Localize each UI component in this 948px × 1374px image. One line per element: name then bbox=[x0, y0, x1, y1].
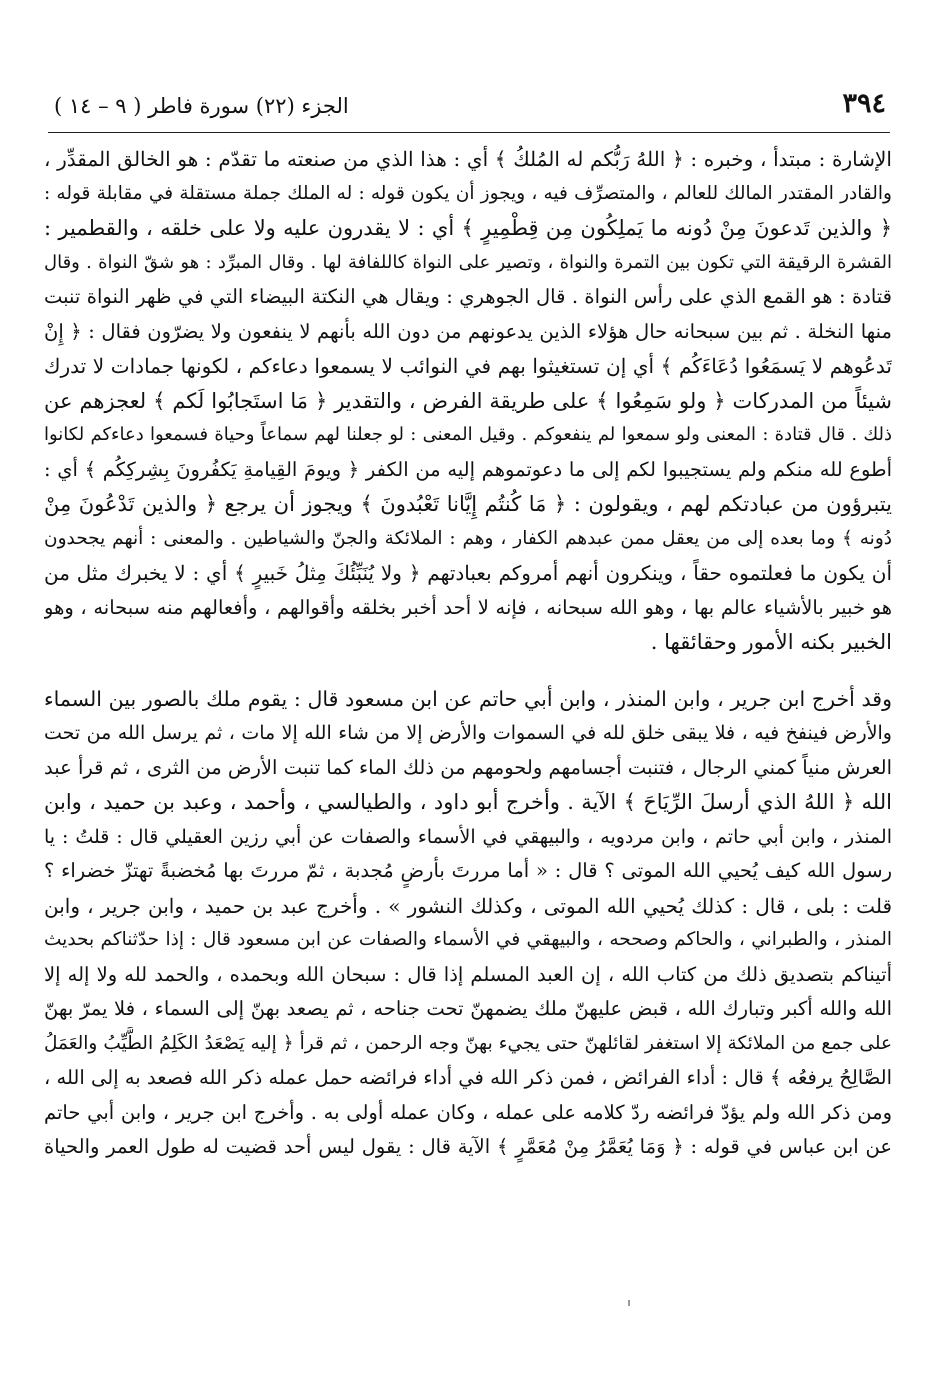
text-line: أتيناكم بتصديق ذلك من كتاب الله ، إن العبد المسلم إذا قال : سبحان الله وبحمده ، والحمد لله ولا إله إلا bbox=[44, 962, 892, 986]
text-line: القشرة الرقيقة التي تكون بين التمرة والنواة ، وتصير على النواة كاللفافة لها . وقال المبرِّد : هو شقّ النواة . وقال bbox=[44, 251, 892, 273]
text-line: ﴿ والذين تَدعونَ مِنْ دُونه ما يَملِكُون مِن قِطْمِيرٍ ﴾ أي : لا يقدرون عليه ولا على خلقه ، والقطمير : bbox=[44, 216, 892, 240]
text-line: عن ابن عباس في قوله : ﴿ وَمَا يُعَمَّرُ مِنْ مُعَمَّرٍ ﴾ الآية قال : يقول ليس أحد قضيت له طول العمر والحياة bbox=[44, 1135, 892, 1158]
text-line: الصَّالِحُ يرفعُه ﴾ قال : أداء الفرائض ، فمن ذكر الله في أداء فرائضه حمل عمله ذكر الله فصعد به إلى الله ، bbox=[44, 1066, 892, 1089]
text-line: والقادر المقتدر المالك للعالم ، والمتصرِّف فيه ، ويجوز أن يكون قوله : له الملك جملة مستقلة في مقابلة قوله : bbox=[44, 182, 892, 204]
text-line: شيئاً من المدركات ﴿ ولو سَمِعُوا ﴾ على طريقة الفرض ، والتقدير ﴿ مَا استَجابُوا لَكم ﴾ لعجزهم عن bbox=[44, 388, 892, 413]
running-head: الجزء (٢٢) سورة فاطر ( ٩ – ١٤ ) bbox=[54, 94, 349, 118]
text-line: قلت : بلى ، قال : كذلك يُحيي الله الموتى ، وكذلك النشور » . وأخرج عبد بن حميد ، وابن جرير ، وابن bbox=[44, 893, 892, 918]
text-line: الخبير بكنه الأمور وحقائقها . bbox=[650, 630, 892, 654]
commentary-paragraph bbox=[44, 142, 892, 660]
text-line: هو خبير بالأشياء عالم بها ، وهو الله سبحانه ، فإنه لا أحد أخبر بخلقه وأقوالهم ، وأفعالهم منه سبحانه ، وهو bbox=[44, 595, 892, 619]
text-line: وقد أخرج ابن جرير ، وابن المنذر ، وابن أبي حاتم عن ابن مسعود قال : يقوم ملك بالصور بين السماء bbox=[44, 686, 892, 711]
page-header bbox=[48, 88, 890, 128]
print-mark bbox=[628, 1300, 630, 1306]
text-line: الله والله أكبر وتبارك الله ، قبض عليهنّ ملك يضمهنّ تحت جناحه ، ثم يصعد بهنّ إلى السماء ، فلا يمرّ بهنّ bbox=[44, 997, 892, 1020]
text-line: على جمع من الملائكة إلا استغفر لقائلهنّ حتى يجيء بهنّ وجه الرحمن ، ثم قرأ ﴿ إليه يَصْعَدُ الكَلِمُ الطَّيِّبُ والعَمَلُ bbox=[44, 1032, 892, 1054]
narrations-paragraph bbox=[44, 682, 892, 1165]
text-line: رسول الله كيف يُحيي الله الموتى ؟ قال : « أما مررتَ بأرضٍ مُجدبة ، ثمّ مررتَ بها مُخضبةً تهتزّ خضراء ؟ bbox=[44, 859, 892, 882]
text-line: أطوع لله منكم ولم يستجيبوا لكم إلى ما دعوتموهم إليه من الكفر ﴿ ويومَ القِيامةِ يَكفُرونَ بِشِركِكُم ﴾ أي : bbox=[44, 457, 892, 481]
text-line: دُونه ﴾ وما بعده إلى من يعقل ممن عبدهم الكفار ، وهم : الملائكة والجنّ والشياطين . والمعنى : أنهم يجحدون bbox=[44, 527, 892, 549]
text-line: قتادة : هو القمع الذي على رأس النواة . قال الجوهري : ويقال هي النكتة البيضاء التي في ظهر النواة تنبت bbox=[44, 285, 892, 308]
text-line: منها النخلة . ثم بين سبحانه حال هؤلاء الذين يدعونهم من دون الله بأنهم لا ينفعون ولا يضرّون فقال : ﴿ إِنْ bbox=[44, 319, 892, 343]
text-line: ذلك . قال قتادة : المعنى ولو سمعوا لم ينفعوكم . وقيل المعنى : لو جعلنا لهم سماعاً وحياة فسمعوا دعاءكم لكانوا bbox=[44, 424, 892, 445]
text-line: ومن ذكر الله ولم يؤدّ فرائضه ردّ كلامه على عمله ، وكان عمله أولى به . وأخرج ابن جرير ، وابن أبي حاتم bbox=[44, 1100, 892, 1124]
text-line: المنذر ، والطبراني ، والحاكم وصححه ، والبيهقي في الأسماء والصفات عن ابن مسعود قال : إذا حدّثناكم بحديث bbox=[44, 929, 892, 950]
text-line: العرش منياً كمني الرجال ، فتنبت أجسامهم ولحومهم من ذلك الماء كما تنبت الأرض من الثرى ، ثم قرأ عبد bbox=[44, 755, 892, 779]
page-number: ٣٩٤ bbox=[842, 88, 886, 119]
text-line: يتبرؤون من عبادتكم لهم ، ويقولون : ﴿ مَا كُنتُم إِيَّانا تَعْبُدونَ ﴾ ويجوز أن يرجع ﴿ والذين تَدْعُونَ مِنْ bbox=[44, 492, 892, 516]
text-line: الله ﴿ اللهُ الذي أرسلَ الرِّيَاحَ ﴾ الآية . وأخرج أبو داود ، والطيالسي ، وأحمد ، وعبد بن حميد ، وابن bbox=[44, 790, 892, 814]
text-line: الإشارة : مبتدأ ، وخبره : ﴿ اللهُ رَبُّكم له المُلكُ ﴾ أي : هذا الذي من صنعته ما تقدّم : هو الخالق المقدِّر ، bbox=[44, 147, 892, 171]
header-rule bbox=[48, 132, 890, 133]
page-body bbox=[44, 142, 892, 1165]
text-line: تَدعُوهم لا يَسمَعُوا دُعَاءَكُم ﴾ أي إن تستغيثوا بهم في النوائب لا يسمعوا دعاءكم ، لكونها جمادات لا تدرك bbox=[44, 354, 892, 378]
text-line: أن يكون ما فعلتموه حقاً ، وينكرون أنهم أمروكم بعبادتهم ﴿ ولا يُنَبِّئُكَ مِثلُ خَبيرٍ ﴾ أي : لا يخبرك مثل من bbox=[44, 561, 892, 585]
text-line: المنذر ، وابن أبي حاتم ، وابن مردويه ، والبيهقي في الأسماء والصفات عن أبي رزين العقيلي قال : قلتُ : يا bbox=[44, 825, 892, 848]
text-line: والأرض فينفخ فيه ، فلا يبقى خلق لله في السموات والأرض إلا من شاء الله إلا مات ، ثم يرسل الله من تحت bbox=[44, 722, 892, 744]
